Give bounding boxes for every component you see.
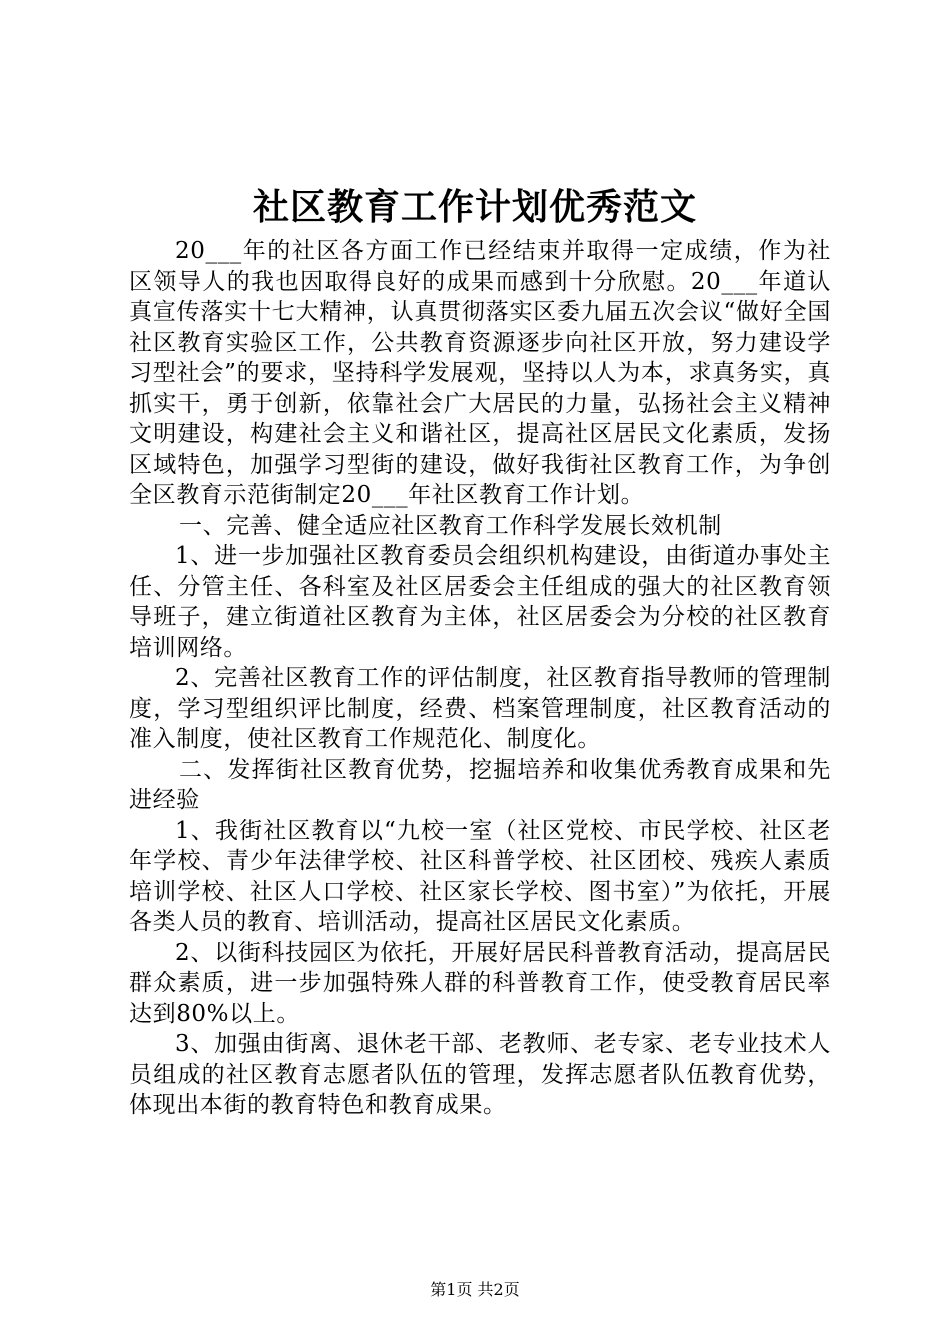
- page-footer: 第1页 共2页: [430, 1280, 520, 1299]
- paragraph-1-2: 2、完善社区教育工作的评估制度，社区教育指导教师的管理制度，学习型组织评比制度，经费、档案管理制度，社区教育活动的准入制度，使社区教育工作规范化、制度化。: [129, 665, 831, 752]
- paragraph-2-1: 1、我街社区教育以“九校一室（社区党校、市民学校、社区老年学校、青少年法律学校、社区科普学校、社区团校、残疾人素质培训学校、社区人口学校、社区家长学校、图书室）”为依托，开展各类人员的教育、培训活动，提高社区居民文化素质。: [129, 817, 831, 935]
- paragraph-2-2: 2、以街科技园区为依托，开展好居民科普教育活动，提高居民群众素质，进一步加强特殊人群的科普教育工作，使受教育居民率达到80%以上。: [129, 939, 831, 1027]
- document-body: [129, 236, 831, 1121]
- paragraph-2-3: 3、加强由街离、退休老干部、老教师、老专家、老专业技术人员组成的社区教育志愿者队伍的管理，发挥志愿者队伍教育优势，体现出本街的教育特色和教育成果。: [129, 1031, 831, 1118]
- section-heading-2: 二、发挥街社区教育优势，挖掘培养和收集优秀教育成果和先进经验: [129, 756, 831, 813]
- paragraph-1-1: 1、进一步加强社区教育委员会组织机构建设，由街道办事处主任、分管主任、各科室及社区居委会主任组成的强大的社区教育领导班子，建立街道社区教育为主体，社区居委会为分校的社区教育培训网络。: [129, 543, 831, 661]
- paragraph-intro: 20___年的社区各方面工作已经结束并取得一定成绩，作为社区领导人的我也因取得良好的成果而感到十分欣慰。20___年道认真宣传落实十七大精神，认真贯彻落实区委九届五次会议“做好全国社区教育实验区工作，公共教育资源逐步向社区开放，努力建设学习型社会”的要求，坚持科学发展观，坚持以人为本，求真务实，真抓实干，勇于创新，依靠社会广大居民的力量，弘扬社会主义精神文明建设，构建社会主义和谐社区，提高社区居民文化素质，发扬区域特色，加强学习型街的建设，做好我街社区教育工作，为争创全区教育示范街制定20___年社区教育工作计划。: [129, 238, 831, 508]
- document-title: 社区教育工作计划优秀范文: [252, 186, 697, 228]
- section-heading-1: 一、完善、健全适应社区教育工作科学发展长效机制: [179, 512, 722, 539]
